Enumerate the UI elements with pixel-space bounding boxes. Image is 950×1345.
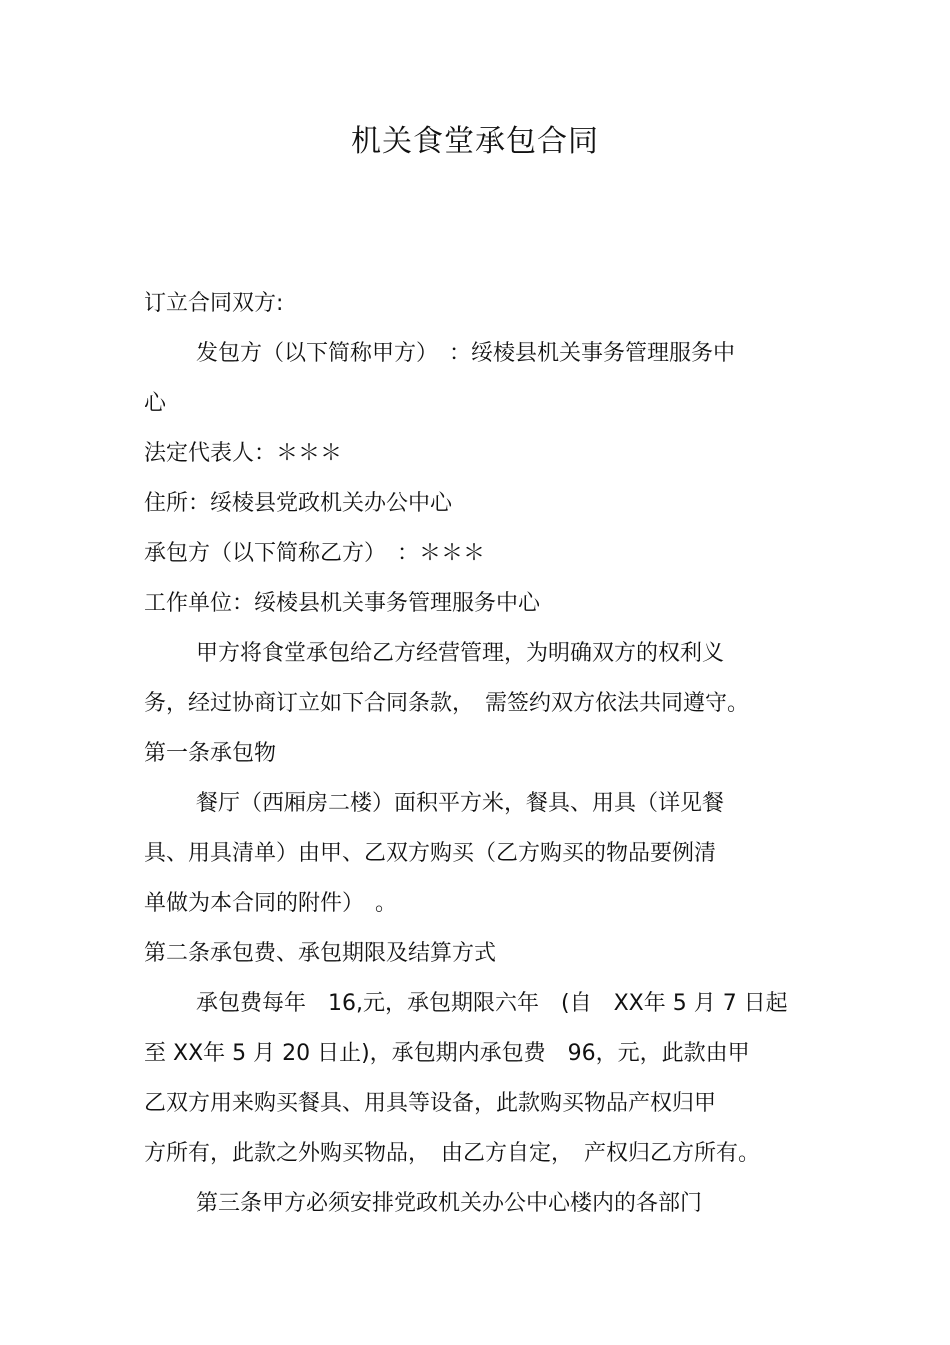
article-3-heading: 第三条甲方必须安排党政机关办公中心楼内的各部门 [196, 1191, 703, 1216]
text-line-article-1-end: 单做为本合同的附件） 。 [144, 891, 398, 916]
article-2-heading: 第二条承包费、承包期限及结算方式 [144, 941, 497, 966]
text-line-article-2: 承包费每年 16,元，承包期限六年 (自 XX年 5 月 7 日起 [196, 991, 788, 1016]
text-line-article-2-cont: 至 XX年 5 月 20 日止)，承包期内承包费 96，元，此款由甲 [144, 1041, 750, 1066]
text-line-work-unit: 工作单位：绥棱县机关事务管理服务中心 [144, 591, 541, 616]
document-title: 机关食堂承包合同 [351, 124, 599, 159]
text-line-contractor-a: 发包方（以下简称甲方） ：绥棱县机关事务管理服务中 [196, 341, 736, 366]
text-line-legal-rep: 法定代表人：＊＊＊ [144, 441, 343, 466]
text-line-parties-heading: 订立合同双方: [144, 291, 284, 316]
text-line-intro-cont: 务，经过协商订立如下合同条款， 需签约双方依法共同遵守。 [144, 691, 750, 716]
article-1-heading: 第一条承包物 [144, 741, 277, 766]
text-line-article-1-cont: 具、用具清单）由甲、乙双方购买（乙方购买的物品要例清 [144, 841, 717, 866]
text-line-address: 住所：绥棱县党政机关办公中心 [144, 491, 453, 516]
text-line-contractor-a-cont: 心 [144, 391, 167, 416]
text-line-intro: 甲方将食堂承包给乙方经营管理，为明确双方的权利义 [196, 641, 725, 666]
text-line-article-2-end: 方所有，此款之外购买物品， 由乙方自定， 产权归乙方所有。 [144, 1141, 761, 1166]
text-line-article-2-cont2: 乙双方用来购买餐具、用具等设备，此款购买物品产权归甲 [144, 1091, 717, 1116]
text-line-article-1: 餐厅（西厢房二楼）面积平方米，餐具、用具（详见餐 [196, 791, 725, 816]
text-line-contractor-b: 承包方（以下简称乙方） ：＊＊＊ [144, 541, 486, 566]
